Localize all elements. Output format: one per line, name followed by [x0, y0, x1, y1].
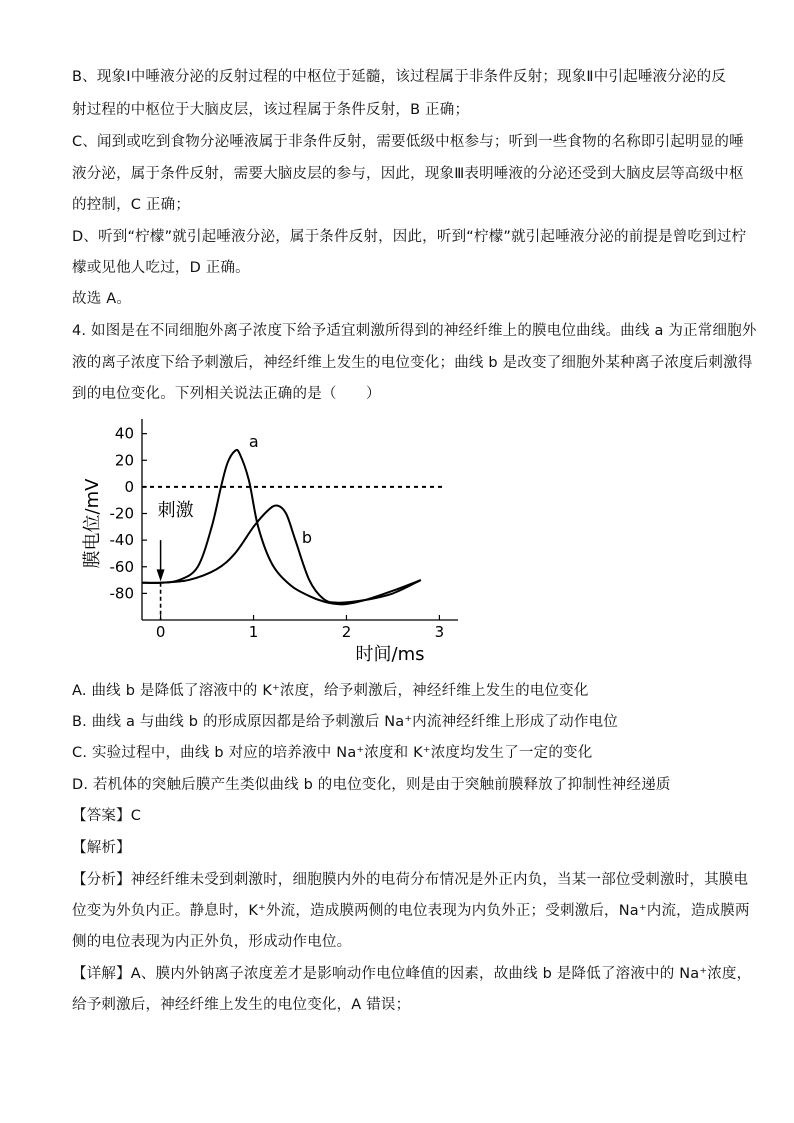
x-tick-label: 3	[434, 623, 445, 641]
x-axis-label: 时间/ms	[355, 644, 425, 665]
text-line: 的控制，C 正确；	[72, 197, 191, 213]
analysis-text: 侧的电位表现为内正外负，形成动作电位。	[72, 934, 352, 950]
option-c: C. 实验过程中，曲线 b 对应的培养液中 Na⁺浓度和 K⁺浓度均发生了一定的变化	[72, 745, 593, 761]
option-b: B. 曲线 a 与曲线 b 的形成原因都是给予刺激后 Na⁺内流神经纤维上形成了动作电位	[72, 714, 618, 730]
x-tick-label: 1	[248, 623, 259, 641]
stimulus-label: 刺激	[157, 500, 194, 522]
y-tick-label: -20	[109, 504, 134, 523]
text-line: 射过程的中枢位于大脑皮层，该过程属于条件反射，B 正确；	[72, 102, 470, 118]
x-tick-label: 2	[341, 623, 352, 641]
text-line: 液分泌，属于条件反射，需要大脑皮层的参与，因此，现象Ⅲ表明唾液的分泌还受到大脑皮层等高级中枢	[72, 166, 744, 182]
analysis-heading: 【解析】	[72, 840, 131, 856]
text-line: C、闻到或吃到食物分泌唾液属于非条件反射，需要低级中枢参与；听到一些食物的名称即引起明显的唾	[72, 134, 744, 150]
option-d: D. 若机体的突触后膜产生类似曲线 b 的电位变化，则是由于突触前膜释放了抑制性神经递质	[72, 777, 671, 793]
stimulus-arrow-head	[157, 569, 165, 581]
analysis-text: 【分析】神经纤维未受到刺激时，细胞膜内外的电荷分布情况是外正内负，当某一部位受刺激时，其膜电	[72, 872, 749, 888]
curve-a-label: a	[248, 431, 259, 451]
membrane-potential-chart	[60, 405, 480, 670]
y-tick-label: -80	[109, 584, 134, 603]
option-a: A. 曲线 b 是降低了溶液中的 K⁺浓度，给予刺激后，神经纤维上发生的电位变化	[72, 683, 589, 699]
text-line: D、听到“柠檬”就引起唾液分泌，属于条件反射，因此，听到“柠檬”就引起唾液分泌的前提是曾吃到过柠	[72, 229, 747, 245]
detail-text: 给予刺激后，神经纤维上发生的电位变化，A 错误；	[72, 997, 411, 1013]
text-line: B、现象Ⅰ中唾液分泌的反射过程的中枢位于延髓，该过程属于非条件反射；现象Ⅱ中引起唾液分泌的反	[72, 69, 727, 85]
y-axis-label: 膜电位/mV	[82, 478, 103, 569]
y-tick-label: 40	[114, 424, 134, 443]
detail-text: 【详解】A、膜内外钠离子浓度差才是影响动作电位峰值的因素，故曲线 b 是降低了溶液中的 Na⁺浓度，	[72, 966, 752, 982]
y-tick-label: 20	[114, 451, 134, 470]
text-line: 檬或见他人吃过，D 正确。	[72, 260, 250, 276]
question-text: 到的电位变化。下列相关说法正确的是（ ）	[72, 386, 381, 402]
y-tick-label: 0	[124, 477, 134, 496]
question-text: 4. 如图是在不同细胞外离子浓度下给予适宜刺激所得到的神经纤维上的膜电位曲线。曲线 a 为正常细胞外	[72, 323, 757, 339]
chart-svg	[60, 405, 480, 670]
y-tick-label: -40	[109, 531, 134, 550]
question-text: 液的离子浓度下给予刺激后，神经纤维上发生的电位变化；曲线 b 是改变了细胞外某种离子浓度后刺激得	[72, 355, 753, 371]
x-tick-label: 0	[155, 623, 166, 641]
analysis-text: 位变为外负内正。静息时，K⁺外流，造成膜两侧的电位表现为内负外正；受刺激后，Na⁺内流，造成膜两	[72, 903, 750, 919]
y-tick-label: -60	[109, 557, 134, 576]
answer: 【答案】C	[72, 808, 142, 824]
text-line: 故选 A。	[72, 291, 132, 307]
curve-b-label: b	[301, 527, 313, 547]
